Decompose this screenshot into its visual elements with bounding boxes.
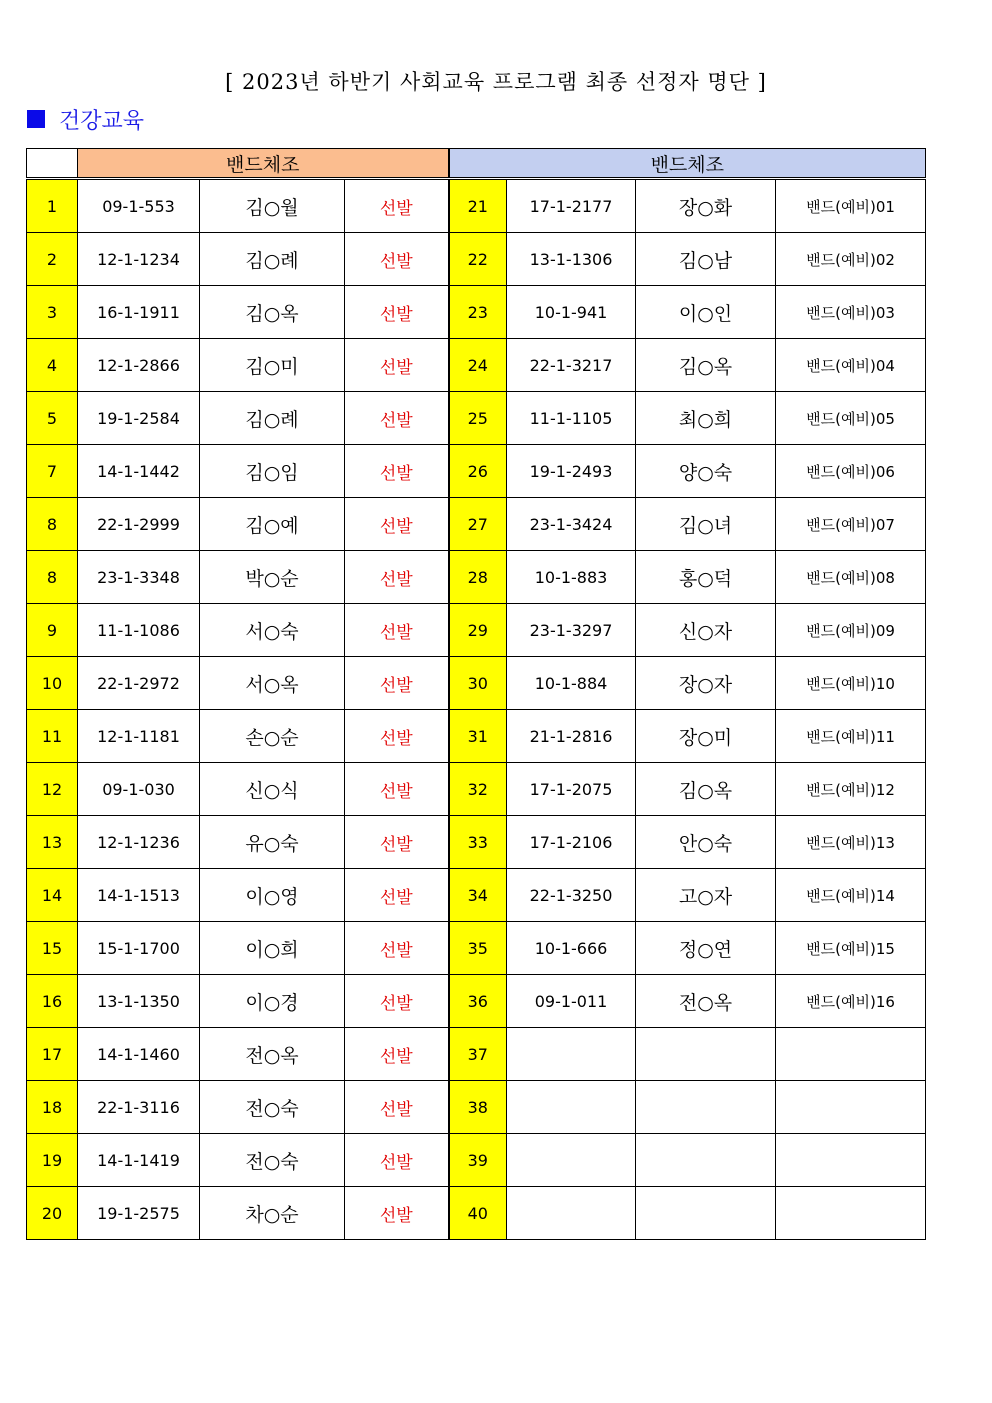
table-row bbox=[27, 286, 926, 339]
applicant-name-left: 김○임 bbox=[200, 445, 345, 498]
table-row bbox=[27, 445, 926, 498]
applicant-id-right: 10-1-883 bbox=[507, 551, 636, 604]
applicant-name-right: 최○희 bbox=[636, 392, 776, 445]
table-row bbox=[27, 1134, 926, 1187]
selection-status-left: 선발 bbox=[345, 233, 449, 286]
selection-status-left: 선발 bbox=[345, 1187, 449, 1240]
row-number-right: 24 bbox=[449, 339, 507, 392]
applicant-name-left: 유○숙 bbox=[200, 816, 345, 869]
applicant-name-left: 김○월 bbox=[200, 179, 345, 233]
applicant-id-right: 13-1-1306 bbox=[507, 233, 636, 286]
row-number-right: 30 bbox=[449, 657, 507, 710]
row-number-right: 21 bbox=[449, 179, 507, 233]
row-number-left: 15 bbox=[27, 922, 78, 975]
applicant-name-left: 전○숙 bbox=[200, 1134, 345, 1187]
table-row bbox=[27, 763, 926, 816]
applicant-name-left: 신○식 bbox=[200, 763, 345, 816]
row-number-left: 9 bbox=[27, 604, 78, 657]
selection-status-left: 선발 bbox=[345, 975, 449, 1028]
applicant-name-right: 전○옥 bbox=[636, 975, 776, 1028]
table-row bbox=[27, 339, 926, 392]
selection-status-left: 선발 bbox=[345, 179, 449, 233]
selection-status-left: 선발 bbox=[345, 1134, 449, 1187]
selection-status-right: 밴드(예비)16 bbox=[776, 975, 926, 1028]
applicant-name-left: 차○순 bbox=[200, 1187, 345, 1240]
header-left-program: 밴드체조 bbox=[78, 149, 449, 179]
applicant-id-right: 22-1-3217 bbox=[507, 339, 636, 392]
row-number-left: 2 bbox=[27, 233, 78, 286]
selection-status-left: 선발 bbox=[345, 816, 449, 869]
applicant-id-right: 22-1-3250 bbox=[507, 869, 636, 922]
applicant-name-right: 고○자 bbox=[636, 869, 776, 922]
row-number-right: 29 bbox=[449, 604, 507, 657]
selection-status-right: 밴드(예비)05 bbox=[776, 392, 926, 445]
selection-status-right: 밴드(예비)11 bbox=[776, 710, 926, 763]
selection-status-right: 밴드(예비)07 bbox=[776, 498, 926, 551]
applicant-id-right: 19-1-2493 bbox=[507, 445, 636, 498]
applicant-id-right: 10-1-941 bbox=[507, 286, 636, 339]
row-number-left: 18 bbox=[27, 1081, 78, 1134]
applicant-name-left: 김○례 bbox=[200, 392, 345, 445]
row-number-right: 35 bbox=[449, 922, 507, 975]
applicant-name-right: 신○자 bbox=[636, 604, 776, 657]
applicant-id-left: 23-1-3348 bbox=[78, 551, 200, 604]
applicant-id-left: 22-1-2999 bbox=[78, 498, 200, 551]
applicant-name-left: 이○영 bbox=[200, 869, 345, 922]
selection-status-right bbox=[776, 1187, 926, 1240]
applicant-name-right bbox=[636, 1081, 776, 1134]
row-number-left: 12 bbox=[27, 763, 78, 816]
table-row bbox=[27, 179, 926, 233]
selection-status-left: 선발 bbox=[345, 710, 449, 763]
selection-status-right: 밴드(예비)10 bbox=[776, 657, 926, 710]
selection-status-right: 밴드(예비)09 bbox=[776, 604, 926, 657]
row-number-right: 27 bbox=[449, 498, 507, 551]
selection-status-right: 밴드(예비)03 bbox=[776, 286, 926, 339]
selection-status-left: 선발 bbox=[345, 869, 449, 922]
row-number-left: 19 bbox=[27, 1134, 78, 1187]
table-row bbox=[27, 498, 926, 551]
applicant-name-right: 이○인 bbox=[636, 286, 776, 339]
applicant-id-right: 17-1-2106 bbox=[507, 816, 636, 869]
applicant-name-right: 양○숙 bbox=[636, 445, 776, 498]
table-row bbox=[27, 604, 926, 657]
row-number-right: 34 bbox=[449, 869, 507, 922]
applicant-name-right: 정○연 bbox=[636, 922, 776, 975]
row-number-left: 13 bbox=[27, 816, 78, 869]
applicant-name-left: 손○순 bbox=[200, 710, 345, 763]
applicant-id-right: 23-1-3297 bbox=[507, 604, 636, 657]
applicant-name-right bbox=[636, 1134, 776, 1187]
applicant-id-right: 09-1-011 bbox=[507, 975, 636, 1028]
applicant-name-right: 홍○덕 bbox=[636, 551, 776, 604]
row-number-right: 32 bbox=[449, 763, 507, 816]
selection-status-left: 선발 bbox=[345, 763, 449, 816]
applicant-name-left: 전○숙 bbox=[200, 1081, 345, 1134]
table-row bbox=[27, 233, 926, 286]
applicant-id-right: 10-1-666 bbox=[507, 922, 636, 975]
selection-status-right bbox=[776, 1134, 926, 1187]
applicant-name-right: 장○미 bbox=[636, 710, 776, 763]
table-row bbox=[27, 710, 926, 763]
row-number-right: 40 bbox=[449, 1187, 507, 1240]
applicant-id-right bbox=[507, 1187, 636, 1240]
row-number-right: 25 bbox=[449, 392, 507, 445]
applicant-id-left: 16-1-1911 bbox=[78, 286, 200, 339]
selection-status-right bbox=[776, 1028, 926, 1081]
row-number-left: 11 bbox=[27, 710, 78, 763]
applicant-id-left: 12-1-1236 bbox=[78, 816, 200, 869]
applicant-name-right: 장○화 bbox=[636, 179, 776, 233]
table-row bbox=[27, 816, 926, 869]
applicant-id-left: 11-1-1086 bbox=[78, 604, 200, 657]
applicant-id-right: 10-1-884 bbox=[507, 657, 636, 710]
applicant-name-left: 서○숙 bbox=[200, 604, 345, 657]
applicant-id-left: 19-1-2575 bbox=[78, 1187, 200, 1240]
applicant-name-left: 김○례 bbox=[200, 233, 345, 286]
row-number-left: 16 bbox=[27, 975, 78, 1028]
applicant-id-left: 22-1-2972 bbox=[78, 657, 200, 710]
table-row bbox=[27, 1028, 926, 1081]
applicant-id-right: 17-1-2177 bbox=[507, 179, 636, 233]
applicant-id-right: 17-1-2075 bbox=[507, 763, 636, 816]
selection-status-right: 밴드(예비)04 bbox=[776, 339, 926, 392]
table-row bbox=[27, 922, 926, 975]
applicant-name-left: 김○예 bbox=[200, 498, 345, 551]
table-row bbox=[27, 1081, 926, 1134]
applicant-id-right: 11-1-1105 bbox=[507, 392, 636, 445]
selection-status-right: 밴드(예비)12 bbox=[776, 763, 926, 816]
row-number-left: 4 bbox=[27, 339, 78, 392]
selection-status-right: 밴드(예비)01 bbox=[776, 179, 926, 233]
row-number-left: 20 bbox=[27, 1187, 78, 1240]
applicant-name-right: 김○녀 bbox=[636, 498, 776, 551]
applicant-id-left: 14-1-1460 bbox=[78, 1028, 200, 1081]
applicant-name-left: 이○경 bbox=[200, 975, 345, 1028]
applicant-id-right bbox=[507, 1028, 636, 1081]
selection-status-left: 선발 bbox=[345, 657, 449, 710]
applicant-id-left: 14-1-1419 bbox=[78, 1134, 200, 1187]
selection-status-left: 선발 bbox=[345, 551, 449, 604]
selection-status-right: 밴드(예비)15 bbox=[776, 922, 926, 975]
row-number-right: 23 bbox=[449, 286, 507, 339]
table-row bbox=[27, 1187, 926, 1240]
applicant-name-right bbox=[636, 1187, 776, 1240]
selection-status-right: 밴드(예비)08 bbox=[776, 551, 926, 604]
table-row bbox=[27, 551, 926, 604]
applicant-name-left: 이○희 bbox=[200, 922, 345, 975]
applicant-name-left: 김○옥 bbox=[200, 286, 345, 339]
selection-status-right: 밴드(예비)06 bbox=[776, 445, 926, 498]
selection-status-left: 선발 bbox=[345, 498, 449, 551]
roster-table bbox=[26, 148, 926, 1240]
applicant-name-left: 서○옥 bbox=[200, 657, 345, 710]
table-header-row bbox=[27, 149, 926, 179]
applicant-name-left: 전○옥 bbox=[200, 1028, 345, 1081]
row-number-right: 26 bbox=[449, 445, 507, 498]
row-number-right: 38 bbox=[449, 1081, 507, 1134]
applicant-id-left: 12-1-1181 bbox=[78, 710, 200, 763]
applicant-name-left: 김○미 bbox=[200, 339, 345, 392]
applicant-id-left: 09-1-030 bbox=[78, 763, 200, 816]
row-number-right: 36 bbox=[449, 975, 507, 1028]
header-blank-cell bbox=[27, 149, 78, 179]
section-label: 건강교육 bbox=[59, 108, 145, 134]
row-number-left: 14 bbox=[27, 869, 78, 922]
applicant-id-right bbox=[507, 1134, 636, 1187]
applicant-id-right: 23-1-3424 bbox=[507, 498, 636, 551]
row-number-left: 7 bbox=[27, 445, 78, 498]
selection-status-left: 선발 bbox=[345, 392, 449, 445]
table-row bbox=[27, 869, 926, 922]
applicant-name-right: 김○옥 bbox=[636, 339, 776, 392]
row-number-right: 31 bbox=[449, 710, 507, 763]
row-number-left: 8 bbox=[27, 498, 78, 551]
selection-status-right: 밴드(예비)02 bbox=[776, 233, 926, 286]
selection-status-left: 선발 bbox=[345, 1081, 449, 1134]
selection-status-left: 선발 bbox=[345, 1028, 449, 1081]
selection-status-left: 선발 bbox=[345, 922, 449, 975]
row-number-left: 3 bbox=[27, 286, 78, 339]
applicant-id-left: 14-1-1513 bbox=[78, 869, 200, 922]
row-number-left: 1 bbox=[27, 179, 78, 233]
applicant-id-left: 12-1-2866 bbox=[78, 339, 200, 392]
applicant-name-right: 김○옥 bbox=[636, 763, 776, 816]
selection-status-left: 선발 bbox=[345, 604, 449, 657]
applicant-name-left: 박○순 bbox=[200, 551, 345, 604]
row-number-right: 33 bbox=[449, 816, 507, 869]
applicant-id-left: 15-1-1700 bbox=[78, 922, 200, 975]
applicant-name-right bbox=[636, 1028, 776, 1081]
section-heading bbox=[27, 104, 144, 134]
selection-status-right: 밴드(예비)13 bbox=[776, 816, 926, 869]
applicant-id-right: 21-1-2816 bbox=[507, 710, 636, 763]
applicant-id-left: 12-1-1234 bbox=[78, 233, 200, 286]
row-number-right: 22 bbox=[449, 233, 507, 286]
applicant-name-right: 김○남 bbox=[636, 233, 776, 286]
applicant-name-right: 안○숙 bbox=[636, 816, 776, 869]
applicant-id-left: 09-1-553 bbox=[78, 179, 200, 233]
row-number-left: 17 bbox=[27, 1028, 78, 1081]
table-row bbox=[27, 975, 926, 1028]
row-number-left: 10 bbox=[27, 657, 78, 710]
selection-status-left: 선발 bbox=[345, 339, 449, 392]
applicant-name-right: 장○자 bbox=[636, 657, 776, 710]
header-right-program: 밴드체조 bbox=[449, 149, 926, 179]
document-title: [ 2023년 하반기 사회교육 프로그램 최종 선정자 명단 ] bbox=[225, 70, 767, 94]
applicant-id-left: 19-1-2584 bbox=[78, 392, 200, 445]
applicant-id-left: 22-1-3116 bbox=[78, 1081, 200, 1134]
selection-status-left: 선발 bbox=[345, 286, 449, 339]
selection-status-right: 밴드(예비)14 bbox=[776, 869, 926, 922]
selection-status-left: 선발 bbox=[345, 445, 449, 498]
applicant-id-left: 13-1-1350 bbox=[78, 975, 200, 1028]
row-number-left: 5 bbox=[27, 392, 78, 445]
row-number-left: 8 bbox=[27, 551, 78, 604]
row-number-right: 39 bbox=[449, 1134, 507, 1187]
row-number-right: 37 bbox=[449, 1028, 507, 1081]
selection-status-right bbox=[776, 1081, 926, 1134]
table-row bbox=[27, 392, 926, 445]
applicant-id-left: 14-1-1442 bbox=[78, 445, 200, 498]
row-number-right: 28 bbox=[449, 551, 507, 604]
applicant-id-right bbox=[507, 1081, 636, 1134]
square-bullet-icon bbox=[27, 110, 45, 128]
table-row bbox=[27, 657, 926, 710]
